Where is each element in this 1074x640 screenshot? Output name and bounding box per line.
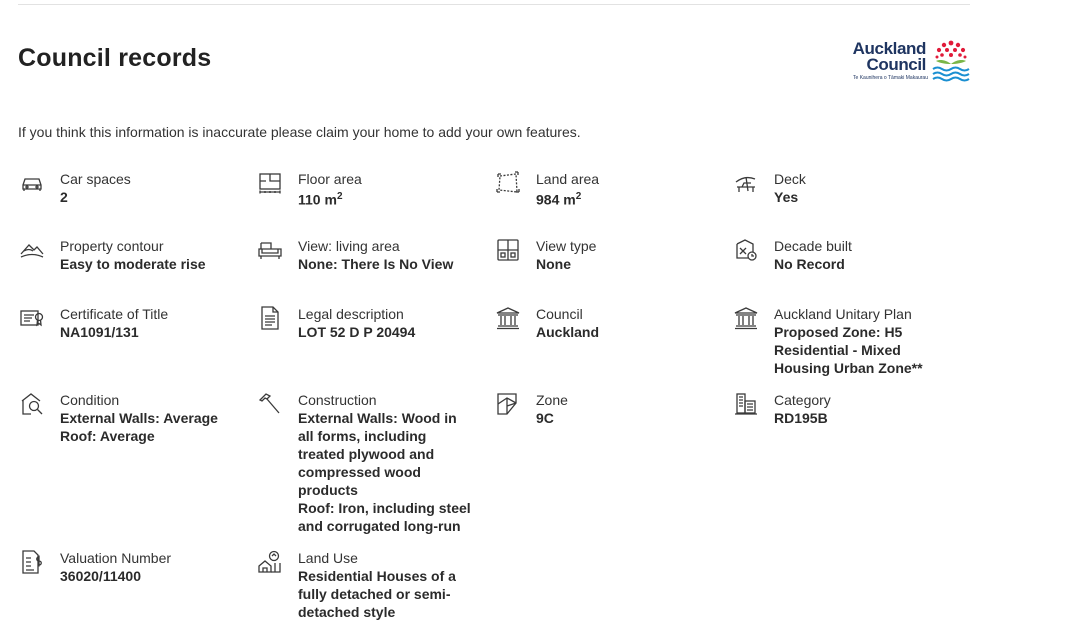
feature-value: None: There Is No View xyxy=(298,256,454,272)
feature-value: 110 $m^2$ xyxy=(298,191,343,208)
zone-icon xyxy=(495,391,521,417)
condition-icon xyxy=(19,391,45,417)
land-use-icon xyxy=(257,549,283,575)
feature-value: 36020/11400 xyxy=(60,568,141,584)
feature-label: Construction xyxy=(298,392,377,408)
unitary-plan-icon xyxy=(733,305,759,331)
feature-value: Auckland xyxy=(536,324,600,340)
feature-label: Category xyxy=(774,392,831,408)
feature-label: Property contour xyxy=(60,238,164,254)
feature-value: 9C xyxy=(536,410,554,426)
feature-value: Easy to moderate rise xyxy=(60,256,206,272)
feature-label: Decade built xyxy=(774,238,852,254)
top-divider xyxy=(18,4,970,5)
buildings-icon xyxy=(733,391,759,417)
feature-value: Yes xyxy=(774,189,799,205)
feature-value: 984 $m^2$ xyxy=(536,191,582,208)
feature-label: Council xyxy=(536,306,583,322)
feature-label: Zone xyxy=(536,392,568,408)
floor-area-icon xyxy=(257,170,283,196)
pohutukawa-logo-icon xyxy=(930,38,972,84)
council-building-icon xyxy=(495,305,521,331)
feature-label: Deck xyxy=(774,171,806,187)
calendar-icon xyxy=(733,237,759,263)
feature-label: Land area xyxy=(536,171,600,187)
intro-text: If you think this information is inaccurate please claim your home to add your own features. xyxy=(18,124,581,140)
page-title: Council records xyxy=(18,44,212,72)
hammer-icon xyxy=(257,391,283,417)
feature-label: Certificate of Title xyxy=(60,306,169,322)
deck-icon xyxy=(733,170,759,196)
feature-value: External Walls: Average Roof: Average xyxy=(60,410,218,444)
feature-value: Proposed Zone: H5 Residential - Mixed Housing Urban Zone** xyxy=(774,324,923,376)
feature-label: Floor area xyxy=(298,171,362,187)
feature-value: None xyxy=(536,256,571,272)
land-area-icon xyxy=(495,170,521,196)
feature-value: LOT 52 D P 20494 xyxy=(298,324,416,340)
window-icon xyxy=(495,237,521,263)
car-icon xyxy=(19,170,45,196)
contour-icon xyxy=(19,237,45,263)
document-icon xyxy=(257,305,283,331)
feature-label: Valuation Number xyxy=(60,550,172,566)
valuation-icon xyxy=(19,549,45,575)
feature-value: External Walls: Wood in all forms, including treated plywood and compressed wood products Roof: Iron, including steel and corrugated long-run xyxy=(298,410,471,534)
feature-value: No Record xyxy=(774,256,845,272)
feature-value: 2 xyxy=(60,189,68,205)
feature-label: Condition xyxy=(60,392,120,408)
feature-value: Residential Houses of a fully detached or semi- detached style xyxy=(298,568,456,620)
feature-label: Legal description xyxy=(298,306,404,322)
auckland-council-logo: Auckland Council Te Kaunihera o Tāmaki Makaurau xyxy=(842,38,972,84)
feature-label: View type xyxy=(536,238,597,254)
feature-value: RD195B xyxy=(774,410,828,426)
certificate-icon xyxy=(19,305,45,331)
feature-value: NA1091/131 xyxy=(60,324,139,340)
feature-label: Auckland Unitary Plan xyxy=(774,306,912,322)
feature-label: Land Use xyxy=(298,550,358,566)
feature-label: Car spaces xyxy=(60,171,131,187)
sofa-icon xyxy=(257,237,283,263)
feature-label: View: living area xyxy=(298,238,400,254)
